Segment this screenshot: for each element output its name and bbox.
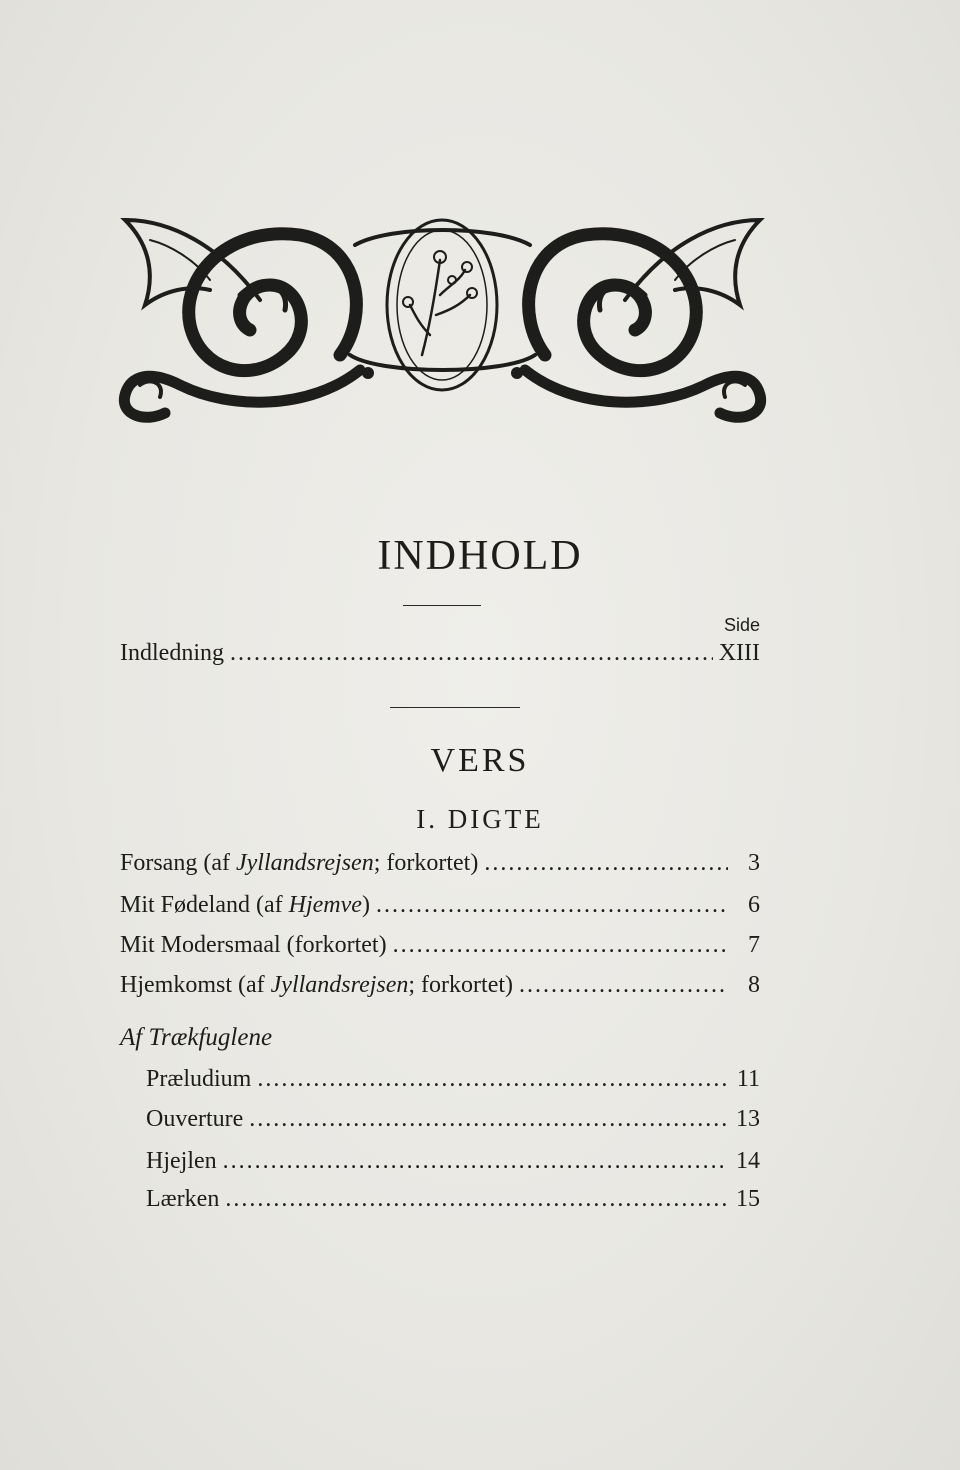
toc-entry-label: Indledning — [120, 640, 224, 666]
dot-leader — [223, 1148, 728, 1175]
toc-entry-page: 11 — [736, 1066, 760, 1092]
dot-leader — [249, 1106, 728, 1133]
toc-entry-label: Lærken — [146, 1186, 220, 1212]
toc-entry-page: 8 — [748, 972, 760, 998]
toc-entry-page: XIII — [718, 640, 760, 666]
toc-entry-label: Mit Fødeland (af Hjemve) — [120, 892, 370, 918]
toc-entry-page: 7 — [748, 932, 760, 958]
dot-leader — [484, 850, 728, 877]
divider-long — [390, 707, 520, 708]
divider-short — [403, 605, 481, 606]
dot-leader — [225, 1186, 728, 1213]
dot-leader — [519, 972, 728, 999]
toc-entry-page: 15 — [736, 1186, 760, 1212]
decorative-ornament — [110, 205, 775, 435]
dot-leader — [376, 892, 728, 919]
toc-entry — [120, 972, 760, 999]
toc-entry — [146, 1066, 760, 1093]
toc-entry-label: Mit Modersmaal (forkortet) — [120, 932, 387, 958]
toc-entry — [120, 892, 760, 919]
dot-leader — [230, 640, 713, 667]
toc-entry-page: 14 — [736, 1148, 760, 1174]
toc-entry-page: 6 — [748, 892, 760, 918]
toc-entry-intro — [120, 640, 760, 667]
side-column-label: Side — [723, 615, 760, 635]
toc-entry-label: Præludium — [146, 1066, 252, 1092]
page-title: INDHOLD — [377, 533, 583, 579]
toc-entry — [120, 850, 760, 877]
toc-entry-label: Forsang (af Jyllandsrejsen; forkortet) — [120, 850, 479, 876]
dot-leader — [393, 932, 728, 959]
dot-leader — [257, 1066, 728, 1093]
toc-entry-page: 13 — [736, 1106, 760, 1132]
section-title: VERS — [430, 742, 530, 779]
toc-entry — [120, 932, 760, 959]
toc-entry — [146, 1186, 760, 1213]
toc-entry-page: 3 — [748, 850, 760, 876]
toc-entry-label: Ouverture — [146, 1106, 244, 1132]
toc-entry-label: Hjemkomst (af Jyllandsrejsen; forkortet) — [120, 972, 514, 998]
subsection-title: I. DIGTE — [416, 804, 544, 834]
toc-entry-label: Hjejlen — [146, 1148, 217, 1174]
toc-entry — [146, 1148, 760, 1175]
group-title: Af Trækfuglene — [120, 1024, 273, 1051]
toc-entry — [146, 1106, 760, 1133]
